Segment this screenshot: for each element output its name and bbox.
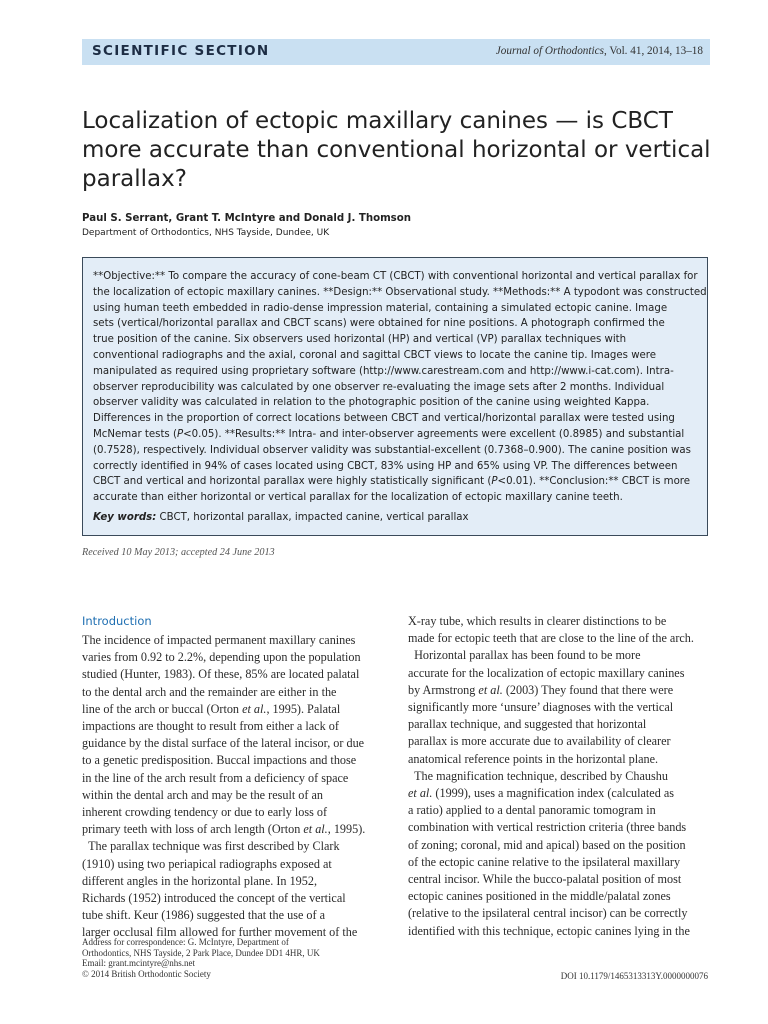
footnote-line: Email: grant.mcintyre@nhs.net — [82, 958, 196, 969]
text-run: line of the arch or buccal (Orton — [82, 701, 243, 716]
text-run: of zoning; coronal, mid and apical) based on the position — [408, 837, 686, 852]
body-line — [408, 647, 694, 664]
title-line: Localization of ectopic maxillary canines — is CBCT — [82, 108, 673, 134]
body-line — [82, 752, 365, 769]
text-run: significantly more ‘unsure’ diagnoses with the vertical — [408, 700, 674, 715]
introduction-right-column — [408, 613, 694, 940]
journal-reference — [496, 45, 703, 57]
text-run: accurate for the localization of ectopic maxillary canines — [408, 665, 685, 680]
body-line — [82, 701, 365, 718]
text-run: P — [176, 428, 184, 440]
footnote-line: © 2014 British Orthodontic Society — [82, 968, 211, 979]
body-line — [408, 819, 694, 836]
text-run: <0.05). — [183, 428, 225, 440]
abstract-line — [93, 380, 707, 396]
body-line — [408, 785, 694, 802]
text-run: P — [491, 476, 498, 488]
text-run: **Results:** — [224, 428, 289, 440]
text-run: Observational study. — [385, 286, 494, 298]
abstract-line — [93, 411, 707, 427]
text-run: A typodont was constructed — [563, 286, 707, 298]
text-run: To compare the accuracy of cone-beam CT (CBCT) with conventional horizontal and vertical parallax for — [168, 271, 698, 282]
text-run: Intra- and inter-observer agreements were excellent (0.8985) and substantial — [288, 428, 685, 440]
text-run: observer validity was calculated in relation to the photographic position of the canine using weighted Kappa. — [93, 397, 650, 409]
text-run: the localization of ectopic maxillary canines. — [93, 286, 324, 298]
text-run: et al. — [242, 701, 267, 716]
authors: Paul S. Serrant, Grant T. McIntyre and Donald J. Thomson — [82, 213, 411, 224]
body-line — [408, 716, 694, 733]
text-run: primary teeth with loss of arch length (Orton — [82, 822, 304, 837]
text-run: of the ectopic canine relative to the ipsilateral maxillary — [408, 854, 681, 869]
text-run: varies from 0.92 to 2.2%, depending upon the population — [82, 650, 361, 665]
text-run: true position of the canine. Six observers used horizontal (HP) and vertical (VP) parallax techniques with — [93, 334, 627, 346]
text-run: et al. — [478, 682, 503, 697]
text-run: ectopic canines positioned in the middle/palatal zones — [408, 889, 671, 904]
text-run: **Design:** — [323, 286, 386, 298]
text-run: McNemar tests ( — [93, 428, 177, 440]
text-run: (1910) using two periapical radiographs exposed at — [82, 856, 332, 871]
text-run: parallax is more accurate due to availability of clearer — [408, 734, 671, 749]
abstract-text — [93, 269, 707, 506]
text-run: tube shift. Keur (1986) suggested that the use of a — [82, 908, 326, 923]
body-line — [82, 770, 365, 787]
body-line — [82, 718, 365, 735]
text-run: combination with vertical restriction criteria (three bands — [408, 820, 687, 835]
text-run: anatomical reference points in the horizontal plane. — [408, 751, 659, 766]
footnote-line: Address for correspondence: G. McIntyre, Department of — [82, 937, 289, 947]
text-run: Richards (1952) introduced the concept of the vertical — [82, 891, 346, 906]
section-banner — [82, 39, 710, 65]
body-line — [408, 733, 694, 750]
section-label: SCIENTIFIC SECTION — [92, 43, 270, 59]
text-run: central incisor. While the bucco-palatal position of most — [408, 872, 682, 887]
abstract-line — [93, 364, 707, 380]
body-line — [82, 735, 365, 752]
body-line — [408, 630, 694, 647]
text-run: The incidence of impacted permanent maxillary canines — [82, 633, 356, 647]
keywords-list: CBCT, horizontal parallax, impacted canine, vertical parallax — [156, 512, 469, 523]
body-line — [82, 890, 365, 907]
article-title — [82, 107, 722, 194]
body-line — [82, 804, 365, 821]
text-run: larger occlusal film allowed for further movement of the — [82, 925, 358, 940]
text-run: studied (Hunter, 1983). Of these, 85% are located palatal — [82, 667, 360, 682]
text-run: X-ray tube, which results in clearer distinctions to be — [408, 614, 667, 628]
body-line — [408, 854, 694, 871]
text-run: Differences in the proportion of correct locations between CBCT and vertical/horizontal parallax were tested using — [93, 413, 675, 425]
text-run: et al. — [408, 786, 433, 801]
correspondence-footnote — [82, 937, 320, 979]
title-line: more accurate than conventional horizontal or vertical — [82, 137, 711, 163]
abstract-line — [93, 285, 707, 301]
body-line — [408, 888, 694, 905]
body-line — [82, 838, 365, 855]
introduction-left-column — [82, 632, 365, 942]
text-run: using human teeth embedded in radio-dense impression material, containing a simulated ectopic canine. Image — [93, 302, 668, 314]
body-line — [408, 665, 694, 682]
body-line — [408, 923, 694, 940]
text-run: et al. — [303, 822, 328, 837]
affiliation: Department of Orthodontics, NHS Tayside, Dundee, UK — [82, 228, 330, 238]
abstract-line — [93, 348, 707, 364]
text-run: by Armstrong — [408, 682, 479, 697]
text-run: , 1995). Palatal — [266, 701, 341, 716]
abstract-box — [82, 257, 708, 536]
abstract-line — [93, 459, 707, 475]
text-run: to the dental arch and the remainder are either in the — [82, 684, 337, 699]
title-line: parallax? — [82, 166, 187, 192]
keywords — [93, 512, 469, 523]
body-line — [408, 871, 694, 888]
received-date: Received 10 May 2013; accepted 24 June 2013 — [82, 547, 275, 558]
keywords-label: Key words: — [93, 512, 157, 523]
text-run: The magnification technique, described by Chaushu — [408, 768, 668, 783]
journal-details: , Vol. 41, 2014, 13–18 — [603, 45, 703, 57]
text-run: guidance by the distal surface of the lateral incisor, or due — [82, 736, 365, 751]
text-run: **Objective:** — [93, 271, 169, 282]
text-run: , 1995). — [327, 822, 366, 837]
body-line — [408, 613, 694, 630]
text-run: different angles in the horizontal plane. In 1952, — [82, 873, 317, 888]
text-run: in the line of the arch result from a deficiency of space — [82, 770, 349, 785]
abstract-line — [93, 316, 707, 332]
text-run: **Methods:** — [493, 286, 564, 298]
text-run: observer reproducibility was calculated by one observer re-evaluating the image sets after 2 months. Individual — [93, 381, 665, 393]
text-run: (2003) They found that there were — [502, 682, 674, 697]
body-line — [82, 907, 365, 924]
abstract-line — [93, 395, 707, 411]
body-line — [408, 905, 694, 922]
abstract-line — [93, 332, 707, 348]
text-run: impactions are thought to result from either a lack of — [82, 719, 339, 734]
body-line — [408, 682, 694, 699]
text-run: sets (vertical/horizontal parallax and CBCT scans) were obtained for nine positions. A photograph confirmed the — [93, 318, 665, 330]
body-line — [82, 684, 365, 701]
journal-name: Journal of Orthodontics — [495, 45, 604, 57]
body-line — [82, 787, 365, 804]
abstract-line — [93, 490, 707, 506]
body-line — [408, 751, 694, 768]
body-line — [82, 821, 365, 838]
abstract-line — [93, 427, 707, 443]
abstract-line — [93, 474, 707, 490]
text-run: correctly identified in 94% of cases located using CBCT, 83% using HP and 65% using VP. The differences between — [93, 460, 678, 472]
body-line — [82, 632, 365, 649]
text-run: accurate than either horizontal or vertical parallax for the localization of ectopic maxillary canine teeth. — [93, 492, 623, 504]
body-line — [408, 837, 694, 854]
footnote-line: Orthodontics, NHS Tayside, 2 Park Place, Dundee DD1 4HR, UK — [82, 947, 320, 958]
abstract-line — [93, 301, 707, 317]
abstract-line — [93, 269, 707, 285]
text-run: (relative to the ipsilateral central incisor) can be correctly — [408, 906, 688, 921]
body-line — [82, 873, 365, 890]
text-run: **Conclusion:** — [539, 476, 622, 488]
body-line — [82, 649, 365, 666]
text-run: (1999), uses a magnification index (calculated as — [432, 786, 675, 801]
text-run: identified with this technique, ectopic canines lying in the — [408, 923, 690, 938]
text-run: (0.7528), respectively. Individual observer validity was substantial-excellent (0.7368–0.900). The canine position was — [93, 444, 691, 456]
introduction-heading: Introduction — [82, 614, 152, 628]
text-run: within the dental arch and may be the result of an — [82, 787, 323, 802]
doi: DOI 10.1179/1465313313Y.0000000076 — [560, 971, 708, 981]
body-line — [82, 666, 365, 683]
body-line — [82, 856, 365, 873]
text-run: <0.01). — [497, 476, 540, 488]
text-run: manipulated as required using proprietary software (http://www.carestream.com and http://www.i-cat.com). Intra- — [93, 365, 674, 377]
text-run: CBCT and vertical and horizontal parallax were highly statistically significant ( — [93, 476, 492, 488]
body-line — [408, 768, 694, 785]
text-run: to a genetic predisposition. Buccal impactions and those — [82, 753, 357, 768]
body-line — [408, 699, 694, 716]
text-run: CBCT is more — [621, 476, 691, 488]
body-line — [408, 802, 694, 819]
abstract-line — [93, 443, 707, 459]
text-run: Horizontal parallax has been found to be more — [408, 648, 641, 663]
text-run: a ratio) applied to a dental panoramic tomogram in — [408, 803, 656, 818]
text-run: inherent crowding tendency or due to early loss of — [82, 805, 328, 820]
text-run: made for ectopic teeth that are close to the line of the arch. — [408, 631, 694, 646]
text-run: parallax technique, and suggested that horizontal — [408, 717, 647, 732]
text-run: The parallax technique was first described by Clark — [82, 839, 340, 854]
text-run: conventional radiographs and the axial, coronal and sagittal CBCT views to locate the canine tip. Images were — [93, 349, 657, 361]
